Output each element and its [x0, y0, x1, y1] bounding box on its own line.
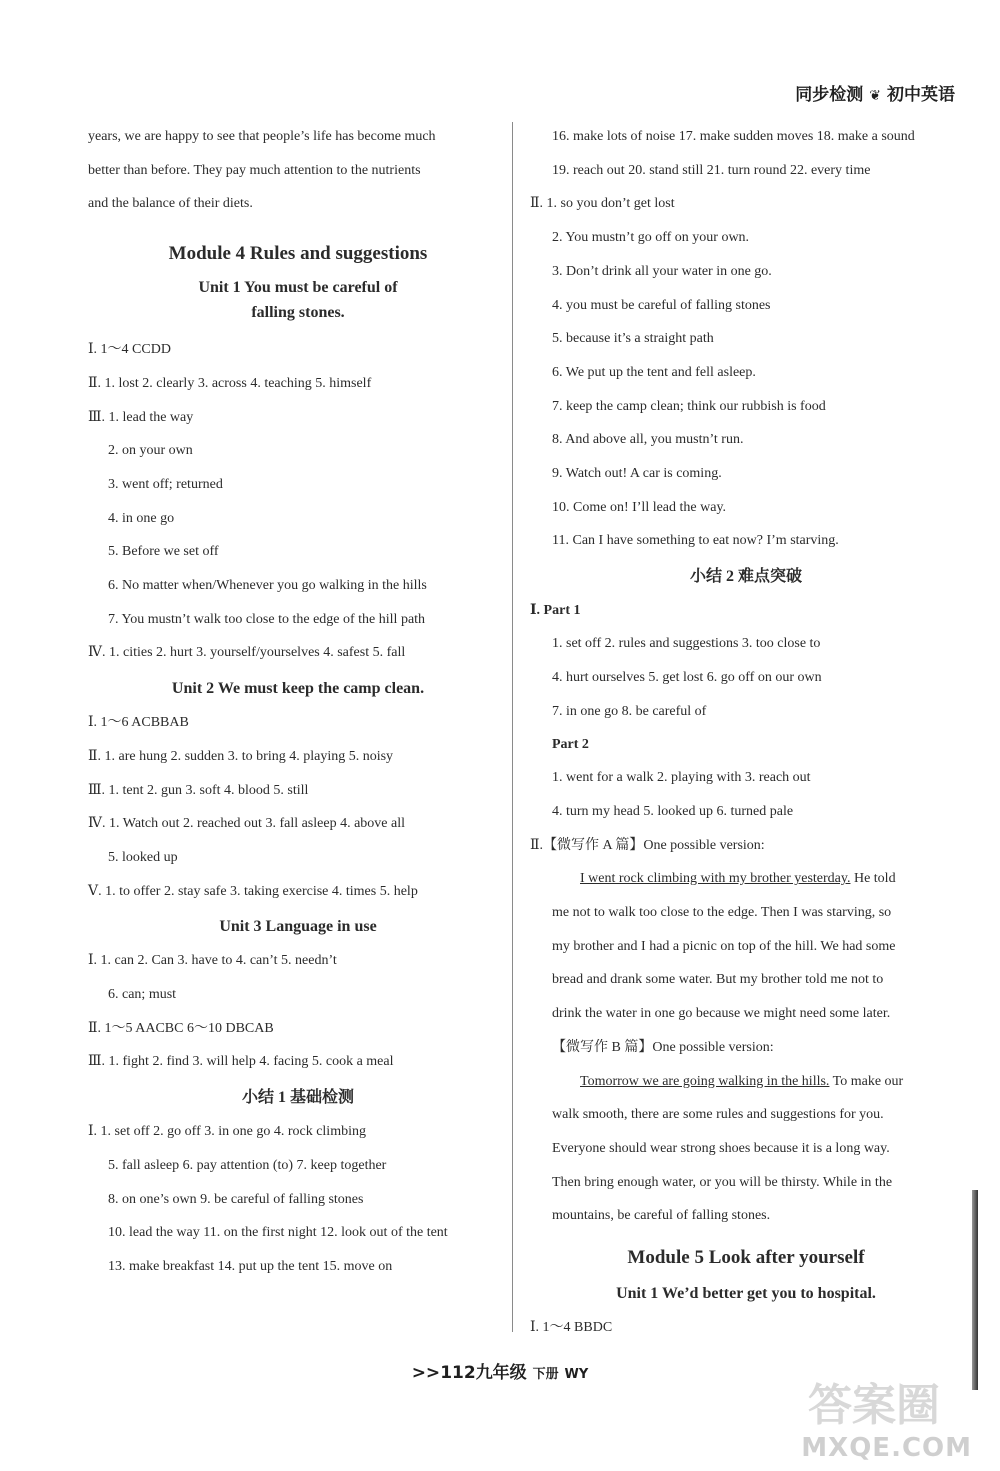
answer-line: Ⅰ. 1～6 ACBBAB	[88, 715, 189, 731]
answer-line: 2. You mustn’t go off on your own.	[552, 230, 750, 246]
subject-title: 初中英语	[887, 85, 955, 105]
writing-b-line: walk smooth, there are some rules and suggestions for you.	[552, 1107, 884, 1123]
answer-line: 3. went off; returned	[108, 476, 223, 492]
writing-a-line: drink the water in one go because we might need some later.	[552, 1006, 891, 1022]
writing-b-first-line	[530, 1065, 962, 1099]
answer-line: 4. you must be careful of falling stones	[552, 297, 771, 313]
answer-line: 10. lead the way 11. on the first night 12. look out of the tent	[108, 1225, 448, 1241]
unit1-title-line2: falling stones.	[251, 304, 345, 322]
answer-line: Ⅳ. 1. cities 2. hurt 3. yourself/yourselves 4. safest 5. fall	[88, 645, 406, 661]
answer-line: Ⅲ. 1. lead the way	[88, 409, 194, 425]
intro-line: and the balance of their diets.	[88, 196, 253, 212]
page-edge-shadow	[972, 1190, 978, 1390]
answer-line: 10. Come on! I’ll lead the way.	[552, 499, 727, 515]
watermark-site: MXQE.COM	[801, 1433, 972, 1463]
answer-line: Ⅱ. 1. so you don’t get lost	[530, 196, 675, 212]
answer-line: 5. fall asleep 6. pay attention (to) 7. keep together	[108, 1157, 387, 1173]
answer-line: Ⅱ. 1. are hung 2. sudden 3. to bring 4. playing 5. noisy	[88, 748, 394, 764]
answer-line: 16. make lots of noise 17. make sudden moves 18. make a sound	[552, 129, 915, 144]
answer-line: Ⅰ. 1. can 2. Can 3. have to 4. can’t 5. needn’t	[88, 953, 337, 969]
writing-a-label: Ⅱ.【微写作 A 篇】One possible version:	[530, 837, 765, 853]
module5-title: Module 5 Look after yourself	[627, 1247, 865, 1269]
answer-line: Ⅲ. 1. fight 2. find 3. will help 4. facing 5. cook a meal	[88, 1054, 394, 1070]
page-number: 112	[440, 1363, 476, 1383]
answer-line: 13. make breakfast 14. put up the tent 15. move on	[108, 1258, 393, 1274]
answer-line: 5. looked up	[108, 849, 178, 865]
grade-label: 九年级	[475, 1363, 527, 1383]
writing-b-line: Then bring enough water, or you will be thirsty. While in the	[552, 1174, 893, 1190]
answer-line: Ⅲ. 1. tent 2. gun 3. soft 4. blood 5. still	[88, 782, 309, 798]
answer-line: Ⅳ. 1. Watch out 2. reached out 3. fall asleep 4. above all	[88, 816, 405, 832]
answer-line: Ⅱ. 1～5 AACBC 6～10 DBCAB	[88, 1020, 274, 1036]
unit2-title: Unit 2 We must keep the camp clean.	[171, 680, 425, 698]
unit1-title	[88, 275, 508, 325]
column-divider	[512, 122, 513, 1332]
brand-title: 同步检测	[795, 85, 864, 105]
writing-a-first-line	[530, 862, 962, 896]
answer-line: 6. We put up the tent and fell asleep.	[552, 364, 756, 380]
answer-line: 1. set off 2. rules and suggestions 3. too close to	[552, 636, 821, 652]
summary1-title: 小结 1 基础检测	[241, 1089, 354, 1107]
bullet-icon: ❦	[869, 88, 881, 104]
part2-label: Part 2	[552, 737, 589, 753]
edition-label: WY	[564, 1367, 589, 1382]
footer-arrows: >>	[411, 1363, 441, 1383]
answer-line: 4. turn my head 5. looked up 6. turned pale	[552, 803, 794, 819]
watermark-logo: 答案圈	[808, 1380, 940, 1431]
writing-b-line: mountains, be careful of falling stones.	[552, 1208, 771, 1224]
module4-title: Module 4 Rules and suggestions	[168, 243, 428, 265]
writing-a-line: my brother and I had a picnic on top of the hill. We had some	[552, 938, 896, 954]
answer-line: 6. No matter when/Whenever you go walking in the hills	[108, 578, 427, 594]
answer-line: 2. on your own	[108, 443, 193, 459]
module5-unit1-title: Unit 1 We’d better get you to hospital.	[616, 1285, 876, 1303]
writing-b-topic-sentence: Tomorrow we are going walking in the hills.	[580, 1073, 830, 1089]
writing-a-topic-sentence: I went rock climbing with my brother yesterday.	[580, 871, 851, 887]
answer-line: 8. And above all, you mustn’t run.	[552, 432, 744, 448]
answer-line: 7. in one go 8. be careful of	[552, 703, 707, 719]
writing-a-line: me not to walk too close to the edge. Then I was starving, so	[552, 905, 892, 921]
volume-label: 下册	[532, 1367, 559, 1382]
writing-b-line: Everyone should wear strong shoes because it is a long way.	[552, 1140, 890, 1156]
writing-a-first-rest: He told	[850, 871, 896, 887]
answer-line: Ⅱ. 1. lost 2. clearly 3. across 4. teaching 5. himself	[88, 375, 372, 391]
writing-a-line: bread and drank some water. But my brother told me not to	[552, 972, 884, 988]
writing-b-first-rest: To make our	[829, 1073, 904, 1089]
summary2-title: 小结 2 难点突破	[689, 568, 802, 586]
answer-line: Ⅰ. 1～4 CCDD	[88, 342, 171, 358]
answer-line: Ⅴ. 1. to offer 2. stay safe 3. taking exercise 4. times 5. help	[88, 883, 418, 899]
intro-line: years, we are happy to see that people’s life has become much	[88, 129, 436, 144]
answer-line: 4. hurt ourselves 5. get lost 6. go off on our own	[552, 669, 822, 685]
answer-line: 7. keep the camp clean; think our rubbish is food	[552, 398, 826, 414]
left-column	[88, 120, 508, 1284]
answer-line: 4. in one go	[108, 510, 175, 526]
answer-line: 3. Don’t drink all your water in one go.	[552, 263, 772, 279]
answer-line: 19. reach out 20. stand still 21. turn round 22. every time	[552, 162, 871, 178]
answer-line: 9. Watch out! A car is coming.	[552, 466, 722, 482]
unit3-title: Unit 3 Language in use	[219, 918, 377, 936]
answer-line: 5. Before we set off	[108, 544, 219, 560]
answer-line: 8. on one’s own 9. be careful of falling stones	[108, 1191, 364, 1207]
page-header	[795, 80, 955, 105]
answer-line: 6. can; must	[108, 987, 177, 1003]
answer-line: Ⅰ. 1. set off 2. go off 3. in one go 4. rock climbing	[88, 1124, 366, 1140]
answer-line: Ⅰ. 1～4 BBDC	[530, 1320, 613, 1336]
right-column	[530, 120, 962, 1345]
writing-b-label: 【微写作 B 篇】One possible version:	[552, 1039, 774, 1055]
answer-line: 7. You mustn’t walk too close to the edge of the hill path	[108, 611, 426, 627]
unit1-title-line1: Unit 1 You must be careful of	[198, 279, 398, 297]
answer-line: 5. because it’s a straight path	[552, 331, 714, 347]
part1-label: Ⅰ. Part 1	[530, 603, 581, 619]
answer-line: 11. Can I have something to eat now? I’m starving.	[552, 533, 839, 549]
answer-line: 1. went for a walk 2. playing with 3. reach out	[552, 770, 811, 786]
intro-line: better than before. They pay much attention to the nutrients	[88, 162, 421, 178]
